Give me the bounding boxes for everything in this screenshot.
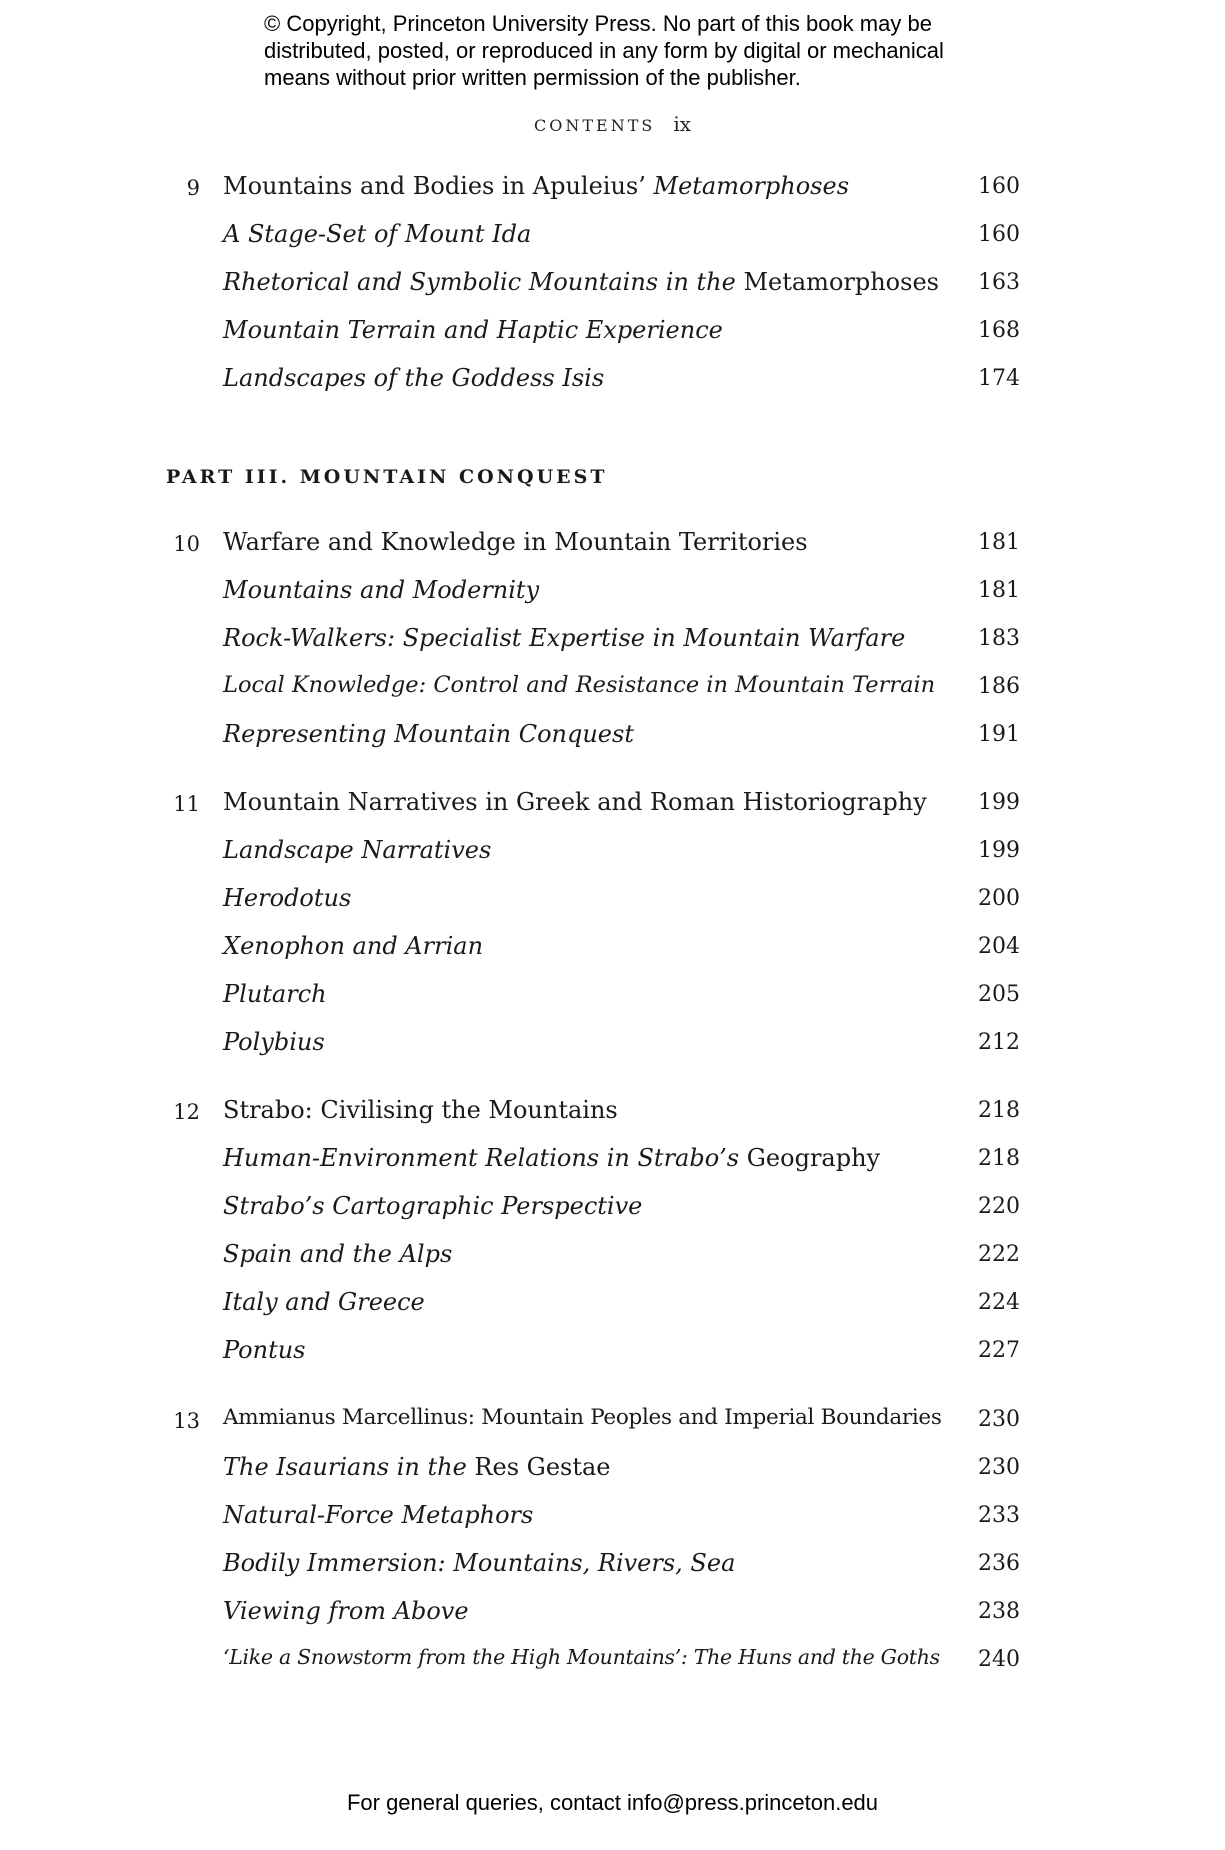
page-number: 168 — [978, 318, 1020, 343]
page-number: 233 — [978, 1503, 1020, 1528]
page-number: 212 — [978, 1030, 1020, 1055]
section-title: Landscape Narratives — [223, 836, 492, 864]
page-number: 174 — [978, 366, 1020, 391]
toc-section[interactable] — [0, 1453, 1225, 1493]
toc-section[interactable] — [0, 364, 1225, 404]
toc-section[interactable] — [0, 220, 1225, 260]
page-number: 200 — [978, 886, 1020, 911]
chapter-number: 13 — [173, 1409, 200, 1433]
page-number: 183 — [978, 626, 1020, 651]
page-number: 230 — [978, 1407, 1020, 1432]
section-title: Herodotus — [223, 884, 352, 912]
toc-section[interactable] — [0, 1336, 1225, 1376]
section-title: Representing Mountain Conquest — [223, 720, 634, 748]
section-title: Pontus — [223, 1336, 306, 1364]
section-title: Plutarch — [223, 980, 327, 1008]
toc-section[interactable] — [0, 1240, 1225, 1280]
section-title: ‘Like a Snowstorm from the High Mountains’: The Huns and the Goths — [223, 1645, 940, 1669]
page-number: 181 — [978, 530, 1020, 555]
toc-section[interactable] — [0, 720, 1225, 760]
section-title: Bodily Immersion: Mountains, Rivers, Sea — [223, 1549, 736, 1577]
page-number: ix — [673, 112, 692, 136]
page-number: 240 — [978, 1647, 1020, 1672]
page-number: 160 — [978, 174, 1020, 199]
section-title: A Stage-Set of Mount Ida — [223, 220, 532, 248]
toc-section[interactable] — [0, 268, 1225, 308]
section-title: Rhetorical and Symbolic Mountains in the Metamorphoses — [223, 268, 939, 296]
toc-chapter-10[interactable] — [0, 528, 1225, 568]
chapter-title: Strabo: Civilising the Mountains — [223, 1096, 618, 1124]
toc-section[interactable] — [0, 1549, 1225, 1589]
section-title: Landscapes of the Goddess Isis — [223, 364, 605, 392]
toc-section[interactable] — [0, 672, 1225, 712]
part-heading: PART III. MOUNTAIN CONQUEST — [166, 466, 608, 488]
toc-section[interactable] — [0, 884, 1225, 924]
section-title: Xenophon and Arrian — [223, 932, 484, 960]
toc-chapter-11[interactable] — [0, 788, 1225, 828]
toc-section[interactable] — [0, 1144, 1225, 1184]
copyright-line: © Copyright, Princeton University Press. No part of this book may be — [264, 11, 932, 36]
page-number: 181 — [978, 578, 1020, 603]
section-title: Italy and Greece — [223, 1288, 425, 1316]
toc-section[interactable] — [0, 624, 1225, 664]
section-title: The Isaurians in the Res Gestae — [223, 1453, 611, 1481]
section-title: Mountains and Modernity — [223, 576, 540, 604]
chapter-title: Warfare and Knowledge in Mountain Territories — [223, 528, 808, 556]
running-head-label: CONTENTS — [533, 116, 656, 135]
toc-section[interactable] — [0, 932, 1225, 972]
section-title: Strabo’s Cartographic Perspective — [223, 1192, 643, 1220]
chapter-number: 12 — [173, 1100, 200, 1124]
toc-section[interactable] — [0, 1288, 1225, 1328]
chapter-number: 11 — [173, 792, 200, 816]
toc-chapter-13[interactable] — [0, 1405, 1225, 1445]
page-number: 191 — [978, 722, 1020, 747]
toc-section[interactable] — [0, 980, 1225, 1020]
toc-section[interactable] — [0, 1192, 1225, 1232]
toc-section[interactable] — [0, 836, 1225, 876]
section-title: Spain and the Alps — [223, 1240, 453, 1268]
page-number: 227 — [978, 1338, 1020, 1363]
copyright-line: means without prior written permission of the publisher. — [264, 65, 801, 90]
page-number: 186 — [978, 674, 1020, 699]
section-title: Mountain Terrain and Haptic Experience — [223, 316, 723, 344]
page-number: 218 — [978, 1098, 1020, 1123]
page-number: 238 — [978, 1599, 1020, 1624]
page-number: 163 — [978, 270, 1020, 295]
toc-section[interactable] — [0, 576, 1225, 616]
chapter-number: 9 — [186, 176, 200, 200]
section-title: Viewing from Above — [223, 1597, 469, 1625]
toc-section[interactable] — [0, 1501, 1225, 1541]
page-number: 236 — [978, 1551, 1020, 1576]
toc-section[interactable] — [0, 1645, 1225, 1685]
page-number: 222 — [978, 1242, 1020, 1267]
section-title: Natural-Force Metaphors — [223, 1501, 534, 1529]
page-number: 204 — [978, 934, 1020, 959]
page-number: 220 — [978, 1194, 1020, 1219]
chapter-title: Mountain Narratives in Greek and Roman Historiography — [223, 788, 927, 816]
chapter-number: 10 — [173, 532, 200, 556]
page-number: 218 — [978, 1146, 1020, 1171]
page-number: 199 — [978, 790, 1020, 815]
page-number: 230 — [978, 1455, 1020, 1480]
page-number: 224 — [978, 1290, 1020, 1315]
chapter-title: Ammianus Marcellinus: Mountain Peoples and Imperial Boundaries — [223, 1405, 942, 1430]
toc-section[interactable] — [0, 316, 1225, 356]
toc-section[interactable] — [0, 1597, 1225, 1637]
page-number: 160 — [978, 222, 1020, 247]
page-number: 205 — [978, 982, 1020, 1007]
toc-section[interactable] — [0, 1028, 1225, 1068]
footer-contact: For general queries, contact info@press.princeton.edu — [346, 1790, 879, 1815]
toc-chapter-12[interactable] — [0, 1096, 1225, 1136]
section-title: Human-Environment Relations in Strabo’s Geography — [223, 1144, 881, 1172]
copyright-line: distributed, posted, or reproduced in any form by digital or mechanical — [264, 38, 944, 63]
page-number: 199 — [978, 838, 1020, 863]
section-title: Local Knowledge: Control and Resistance in Mountain Terrain — [223, 672, 936, 698]
chapter-title: Mountains and Bodies in Apuleius’ Metamorphoses — [223, 172, 850, 200]
toc-chapter-9[interactable] — [0, 172, 1225, 212]
section-title: Rock-Walkers: Specialist Expertise in Mountain Warfare — [223, 624, 906, 652]
section-title: Polybius — [223, 1028, 325, 1056]
